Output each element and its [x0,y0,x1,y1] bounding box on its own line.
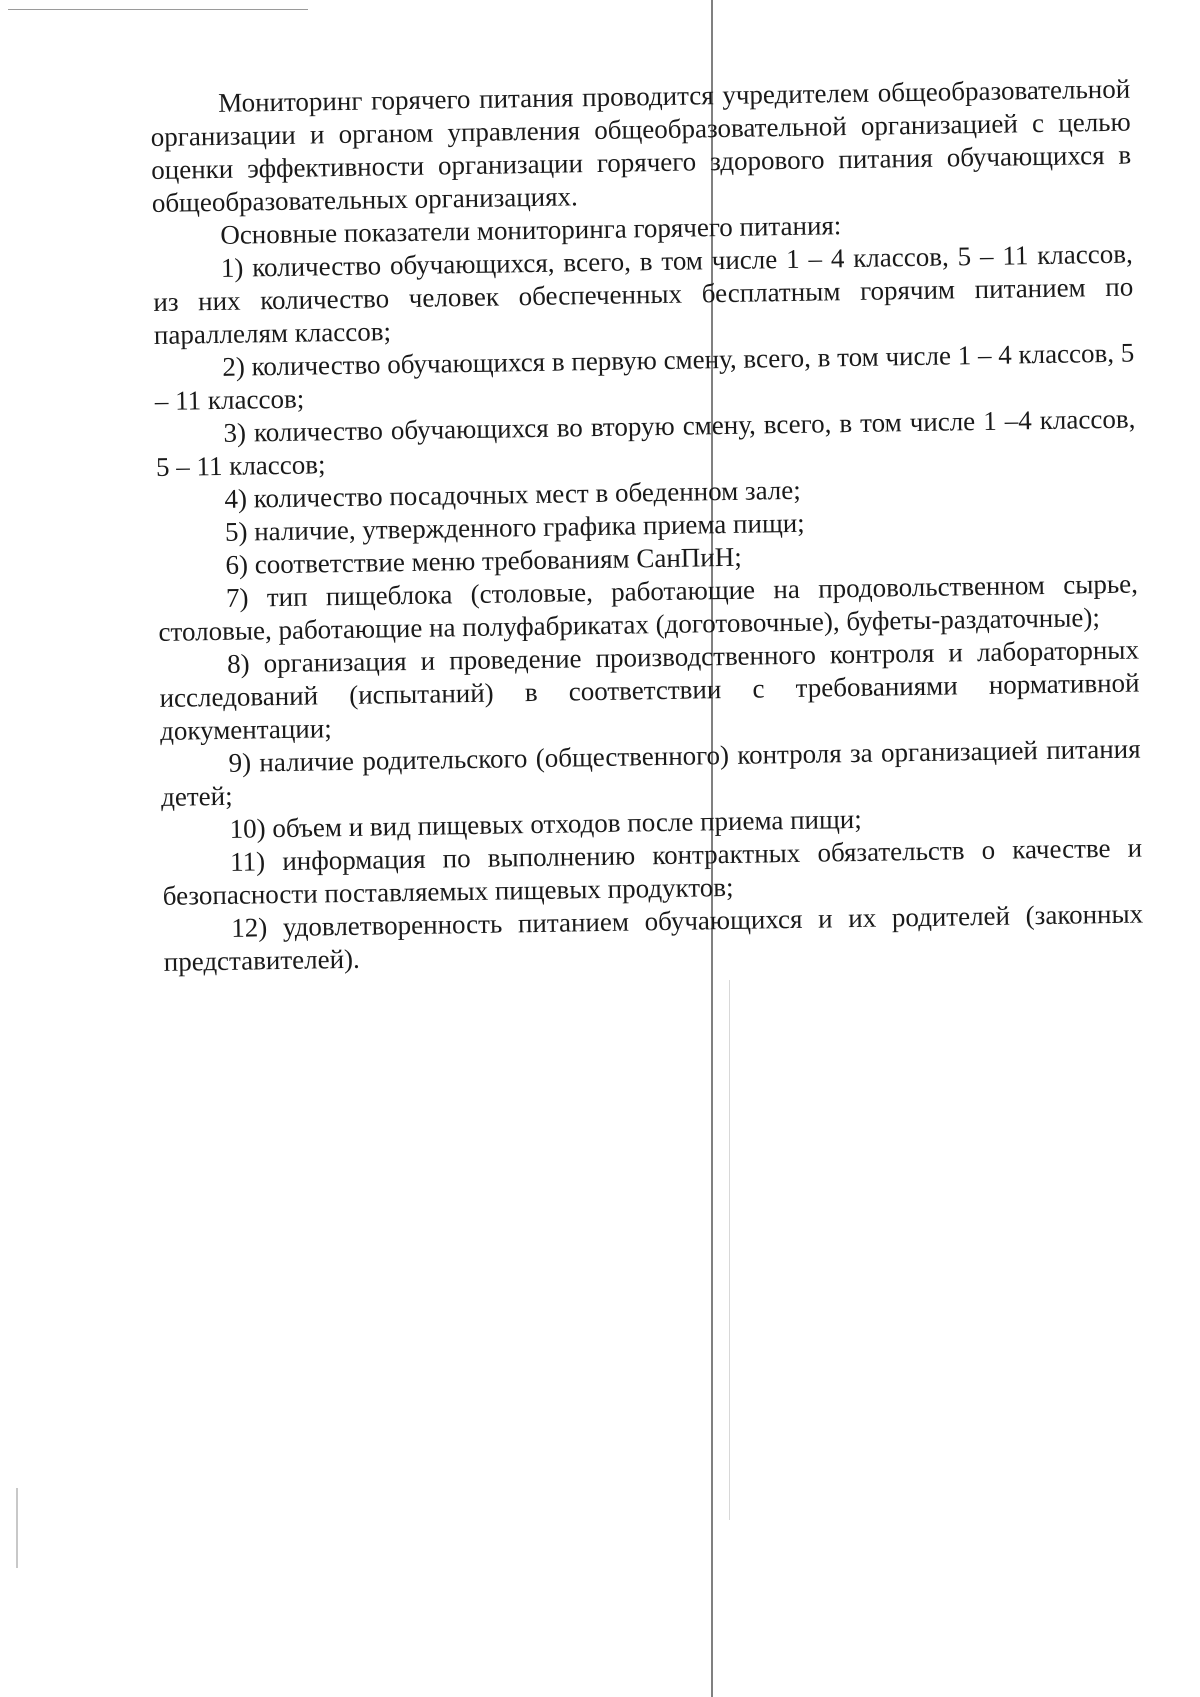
indicator-item-9: 9) наличие родительского (общественного) контроля за организацией питания детей; [160,733,1141,812]
indicators-heading: Основные показатели мониторинга горячего питания: [220,210,842,250]
indicator-item-6: 6) соответствие меню требованиям СанПиН; [225,541,742,580]
left-scan-mark [16,1488,18,1568]
indicator-item-10: 10) объем и вид пищевых отходов после приема пищи; [229,803,862,844]
indicator-item-3: 3) количество обучающихся во вторую смену, всего, в том числе 1 –4 классов, 5 – 11 классов; [155,403,1136,482]
indicator-item-5: 5) наличие, утвержденного графика приема пищи; [224,507,805,547]
indicator-item-2: 2) количество обучающихся в первую смену, всего, в том числе 1 – 4 классов, 5 – 11 классов; [154,337,1135,416]
indicator-item-4: 4) количество посадочных мест в обеденном зале; [224,474,801,514]
indicator-item-12: 12) удовлетворенность питанием обучающихся и их родителей (законных представителей). [163,898,1144,977]
indicator-item-8: 8) организация и проведение производственного контроля и лабораторных исследований (испытаний) в соответствии с требованиями нормативной документации; [159,634,1140,746]
indicator-item-11: 11) информация по выполнению контрактных обязательств о качестве и безопасности поставляемых пищевых продуктов; [162,832,1143,911]
faint-scan-line [729,980,730,1520]
indicator-item-1: 1) количество обучающихся, всего, в том числе 1 – 4 классов, 5 – 11 классов, из них количество человек обеспеченных бесплатным горячим питанием по параллелям классов; [153,238,1134,350]
indicator-item-7: 7) тип пищеблока (столовые, работающие на продовольственном сырье, столовые, работающие на полуфабрикатах (доготовочные), буфеты-раздаточные); [158,568,1139,647]
document-body [150,73,1144,979]
scan-edge-mark [8,9,308,10]
intro-paragraph: Мониторинг горячего питания проводится учредителем общеобразовательной организации и органом управления общеобразовательной организацией с целью оценки эффективности организации горячего здорового питания обучающихся в общеобразовательных организациях. [150,73,1132,218]
